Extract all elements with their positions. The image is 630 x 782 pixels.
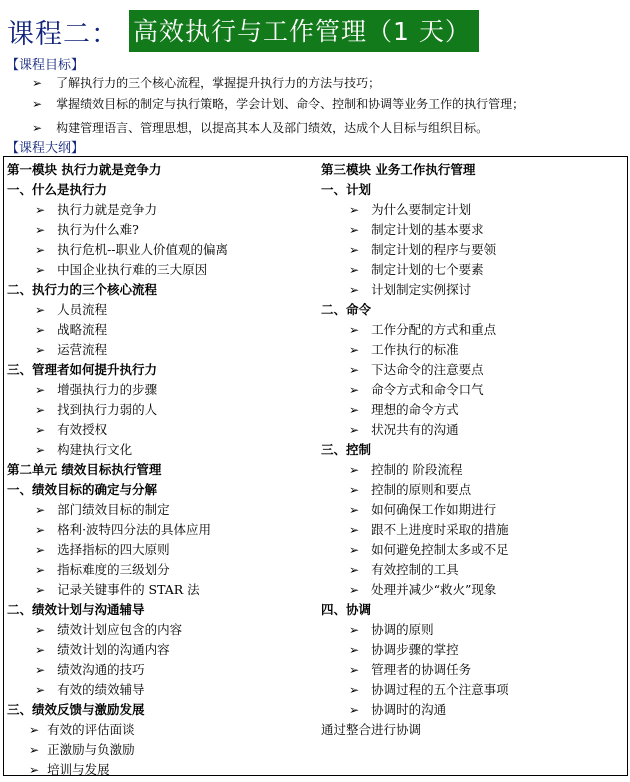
arrow-bullet-icon: ➢ (349, 203, 360, 217)
arrow-bullet-icon: ➢ (35, 383, 46, 397)
outline-item (321, 640, 509, 660)
outline-text: 构建执行文化 (57, 442, 133, 457)
outline-text: 二、绩效计划与沟通辅导 (7, 602, 145, 617)
arrow-bullet-icon: ➢ (35, 343, 46, 357)
outline-text: 三、控制 (321, 442, 372, 457)
section-heading (7, 700, 228, 720)
section-heading (7, 360, 228, 380)
arrow-bullet-icon: ➢ (35, 523, 46, 537)
outline-item (7, 240, 228, 260)
arrow-bullet-icon: ➢ (349, 583, 360, 597)
section-heading (7, 180, 228, 200)
arrow-bullet-icon: ➢ (35, 563, 46, 577)
arrow-bullet-icon: ➢ (349, 383, 360, 397)
outline-text: 指标难度的三级划分 (57, 562, 170, 577)
objective-item (32, 95, 524, 112)
course-title (7, 10, 479, 52)
arrow-bullet-icon: ➢ (35, 263, 46, 277)
outline-text: 协调时的沟通 (371, 702, 447, 717)
arrow-bullet-icon: ➢ (35, 423, 46, 437)
arrow-bullet-icon: ➢ (32, 96, 43, 111)
outline-text: 协调步骤的掌控 (371, 642, 459, 657)
objective-text: 构建管理语言、管理思想，以提高其本人及部门绩效，达成个人目标与组织目标。 (56, 121, 489, 135)
outline-item (321, 520, 509, 540)
arrow-bullet-icon: ➢ (35, 503, 46, 517)
section-heading (321, 440, 509, 460)
arrow-bullet-icon: ➢ (32, 75, 43, 90)
outline-text: 控制的原则和要点 (371, 482, 472, 497)
outline-text: 有效控制的工具 (371, 562, 459, 577)
outline-text: 执行为什么难? (57, 222, 139, 237)
module-title (7, 460, 228, 480)
outline-text: 绩效计划的沟通内容 (57, 642, 170, 657)
arrow-bullet-icon: ➢ (349, 223, 360, 237)
outline-item (7, 520, 228, 540)
outline-item (7, 380, 228, 400)
outline-item (321, 340, 509, 360)
outline-item (7, 620, 228, 640)
outline-item (321, 460, 509, 480)
arrow-bullet-icon: ➢ (349, 683, 360, 697)
outline-text: 二、执行力的三个核心流程 (7, 282, 158, 297)
arrow-bullet-icon: ➢ (35, 223, 46, 237)
outline-text: 制定计划的程序与要领 (371, 242, 497, 257)
arrow-bullet-icon: ➢ (35, 543, 46, 557)
outline-item (321, 400, 509, 420)
arrow-bullet-icon: ➢ (35, 243, 46, 257)
outline-text: 通过整合进行协调 (321, 722, 422, 737)
arrow-bullet-icon: ➢ (349, 503, 360, 517)
arrow-bullet-icon: ➢ (29, 763, 40, 777)
outline-item (7, 420, 228, 440)
outline-text: 增强执行力的步骤 (57, 382, 158, 397)
outline-item (321, 240, 509, 260)
outline-item (321, 360, 509, 380)
arrow-bullet-icon: ➢ (32, 120, 43, 135)
outline-text: 有效授权 (57, 422, 108, 437)
outline-text: 工作执行的标准 (371, 342, 459, 357)
arrow-bullet-icon: ➢ (349, 563, 360, 577)
outline-text: 三、绩效反馈与激励发展 (7, 702, 145, 717)
outline-text: 状况共有的沟通 (371, 422, 459, 437)
outline-text: 绩效沟通的技巧 (57, 662, 145, 677)
outline-item (321, 560, 509, 580)
outline-text: 培训与发展 (47, 762, 110, 777)
arrow-bullet-icon: ➢ (35, 623, 46, 637)
arrow-bullet-icon: ➢ (35, 663, 46, 677)
arrow-bullet-icon: ➢ (35, 443, 46, 457)
outline-text: 运营流程 (57, 342, 108, 357)
outline-item (321, 620, 509, 640)
objective-text: 掌握绩效目标的制定与执行策略，学会计划、命令、控制和协调等业务工作的执行管理； (56, 97, 525, 111)
arrow-bullet-icon: ➢ (35, 323, 46, 337)
objective-text: 了解执行力的三个核心流程，掌握提升执行力的方法与技巧； (56, 76, 381, 90)
arrow-bullet-icon: ➢ (349, 243, 360, 257)
outline-text: 为什么要制定计划 (371, 202, 472, 217)
outline-text: 格利·波特四分法的具体应用 (57, 522, 212, 537)
outline-text: 有效的评估面谈 (47, 722, 135, 737)
section-heading (7, 280, 228, 300)
outline-item (7, 200, 228, 220)
outline-item (7, 540, 228, 560)
outline-item (7, 640, 228, 660)
outline-item (7, 740, 228, 760)
objectives-label: 【课程目标】 (6, 58, 85, 73)
arrow-bullet-icon: ➢ (349, 343, 360, 357)
outline-item (321, 320, 509, 340)
outline-text: 如何确保工作如期进行 (371, 502, 497, 517)
outline-text: 找到执行力弱的人 (57, 402, 158, 417)
outline-item (321, 500, 509, 520)
outline-text: 人员流程 (57, 302, 108, 317)
outline-text: 一、什么是执行力 (7, 182, 108, 197)
section-heading (7, 480, 228, 500)
outline-item (321, 380, 509, 400)
outline-text: 跟不上进度时采取的措施 (371, 522, 509, 537)
objective-item (32, 74, 380, 91)
outline-text: 处理并减少“救火”现象 (371, 582, 497, 597)
course-number: 课程二： (7, 18, 119, 50)
outline-item (7, 720, 228, 740)
arrow-bullet-icon: ➢ (35, 643, 46, 657)
outline-item (7, 660, 228, 680)
arrow-bullet-icon: ➢ (349, 523, 360, 537)
outline-label: 【课程大纲】 (6, 141, 85, 156)
objective-item (32, 119, 488, 136)
section-heading (321, 300, 509, 320)
section-heading (7, 600, 228, 620)
arrow-bullet-icon: ➢ (349, 663, 360, 677)
outline-text: 控制的 阶段流程 (371, 462, 463, 477)
outline-text: 战略流程 (57, 322, 108, 337)
outline-text: 计划制定实例探讨 (371, 282, 472, 297)
arrow-bullet-icon: ➢ (349, 543, 360, 557)
outline-text: 第三模块 业务工作执行管理 (321, 162, 476, 177)
outline-text: 协调过程的五个注意事项 (371, 682, 509, 697)
outline-text: 下达命令的注意要点 (371, 362, 484, 377)
outline-text: 协调的原则 (371, 622, 434, 637)
outline-text: 制定计划的七个要素 (371, 262, 484, 277)
course-name: 高效执行与工作管理（1 天） (129, 10, 479, 52)
outline-text: 四、协调 (321, 602, 372, 617)
outline-item (7, 760, 228, 780)
outline-text: 中国企业执行难的三大原因 (57, 262, 208, 277)
outline-text: 一、计划 (321, 182, 372, 197)
outline-item (7, 500, 228, 520)
outline-item (321, 260, 509, 280)
arrow-bullet-icon: ➢ (35, 403, 46, 417)
outline-item (7, 320, 228, 340)
outline-item (321, 280, 509, 300)
outline-item (7, 560, 228, 580)
arrow-bullet-icon: ➢ (349, 463, 360, 477)
outline-text: 命令方式和命令口气 (371, 382, 484, 397)
outline-item (321, 420, 509, 440)
arrow-bullet-icon: ➢ (349, 703, 360, 717)
outline-item (7, 220, 228, 240)
outline-item (321, 700, 509, 720)
outline-right-column (321, 160, 509, 740)
outline-text: 如何避免控制太多或不足 (371, 542, 509, 557)
arrow-bullet-icon: ➢ (35, 303, 46, 317)
outline-text: 执行危机--职业人价值观的偏离 (57, 242, 229, 257)
outline-item (321, 480, 509, 500)
arrow-bullet-icon: ➢ (349, 483, 360, 497)
module-title (321, 160, 509, 180)
outline-item (321, 680, 509, 700)
outline-note (321, 720, 509, 740)
arrow-bullet-icon: ➢ (29, 723, 40, 737)
outline-item (7, 680, 228, 700)
outline-text: 记录关键事件的 STAR 法 (57, 582, 200, 597)
outline-text: 选择指标的四大原则 (57, 542, 170, 557)
outline-item (321, 660, 509, 680)
arrow-bullet-icon: ➢ (35, 203, 46, 217)
outline-text: 理想的命令方式 (371, 402, 459, 417)
outline-text: 第二单元 绩效目标执行管理 (7, 462, 162, 477)
outline-item (7, 300, 228, 320)
module-title (7, 160, 228, 180)
arrow-bullet-icon: ➢ (349, 263, 360, 277)
arrow-bullet-icon: ➢ (349, 623, 360, 637)
outline-text: 有效的绩效辅导 (57, 682, 145, 697)
outline-text: 工作分配的方式和重点 (371, 322, 497, 337)
outline-item (321, 220, 509, 240)
section-heading (321, 180, 509, 200)
arrow-bullet-icon: ➢ (349, 283, 360, 297)
outline-item (7, 440, 228, 460)
arrow-bullet-icon: ➢ (349, 643, 360, 657)
outline-text: 正激励与负激励 (47, 742, 135, 757)
outline-text: 二、命令 (321, 302, 372, 317)
outline-text: 第一模块 执行力就是竞争力 (7, 162, 162, 177)
outline-item (7, 260, 228, 280)
outline-item (321, 580, 509, 600)
outline-table (3, 156, 628, 776)
arrow-bullet-icon: ➢ (29, 743, 40, 757)
outline-item (7, 400, 228, 420)
arrow-bullet-icon: ➢ (349, 423, 360, 437)
outline-item (7, 580, 228, 600)
outline-text: 绩效计划应包含的内容 (57, 622, 183, 637)
outline-text: 三、管理者如何提升执行力 (7, 362, 158, 377)
outline-text: 管理者的协调任务 (371, 662, 472, 677)
section-heading (321, 600, 509, 620)
outline-text: 制定计划的基本要求 (371, 222, 484, 237)
outline-item (321, 200, 509, 220)
outline-left-column (7, 160, 228, 780)
outline-item (321, 540, 509, 560)
outline-item (7, 340, 228, 360)
arrow-bullet-icon: ➢ (35, 683, 46, 697)
arrow-bullet-icon: ➢ (349, 323, 360, 337)
outline-text: 部门绩效目标的制定 (57, 502, 170, 517)
outline-text: 执行力就是竞争力 (57, 202, 158, 217)
arrow-bullet-icon: ➢ (349, 363, 360, 377)
arrow-bullet-icon: ➢ (35, 583, 46, 597)
arrow-bullet-icon: ➢ (349, 403, 360, 417)
outline-text: 一、绩效目标的确定与分解 (7, 482, 158, 497)
